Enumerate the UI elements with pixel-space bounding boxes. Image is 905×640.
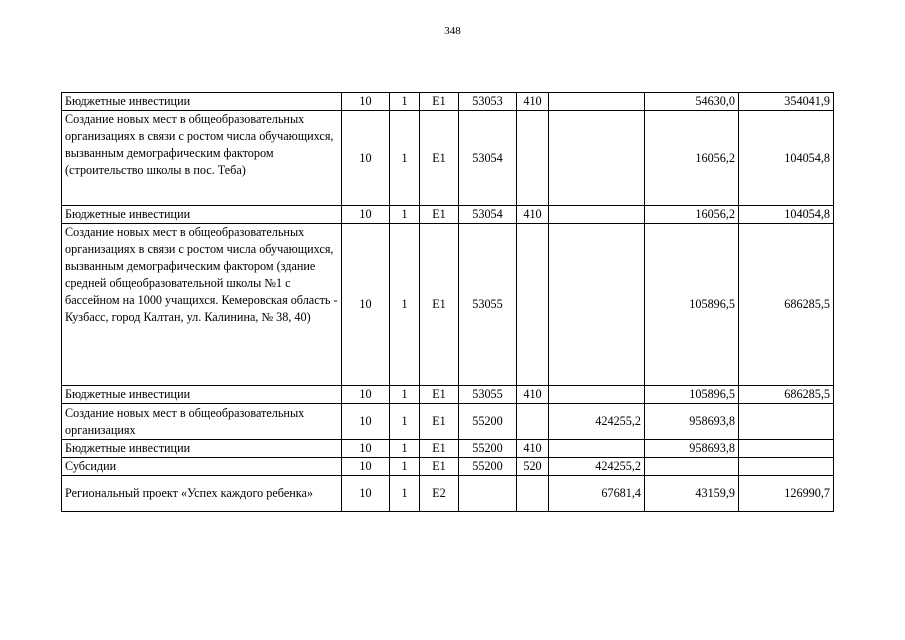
cell-expense-type [517, 476, 549, 512]
cell-section: 10 [342, 404, 390, 440]
cell-section: 10 [342, 458, 390, 476]
cell-section: 10 [342, 111, 390, 206]
cell-value-2: 16056,2 [645, 206, 739, 224]
cell-value-3: 104054,8 [739, 206, 834, 224]
table-row [62, 206, 834, 224]
cell-subsection: 1 [390, 111, 420, 206]
page-number: 348 [444, 25, 461, 37]
cell-value-2: 43159,9 [645, 476, 739, 512]
cell-value-2: 958693,8 [645, 440, 739, 458]
row-name: Создание новых мест в общеобразовательных организациях в связи с ростом числа обучающихся, вызванным демографическим фактором (строительство школы в пос. Теба) [62, 111, 342, 206]
cell-value-2: 958693,8 [645, 404, 739, 440]
cell-program: Е1 [420, 458, 459, 476]
cell-value-1: 67681,4 [549, 476, 645, 512]
table-row [62, 386, 834, 404]
table-row [62, 224, 834, 386]
cell-expense-type [517, 404, 549, 440]
cell-target-code: 53055 [459, 224, 517, 386]
cell-subsection: 1 [390, 404, 420, 440]
cell-target-code: 53053 [459, 93, 517, 111]
cell-target-code: 53055 [459, 386, 517, 404]
cell-value-1 [549, 93, 645, 111]
table-row [62, 476, 834, 512]
cell-expense-type [517, 111, 549, 206]
cell-value-3: 354041,9 [739, 93, 834, 111]
cell-subsection: 1 [390, 93, 420, 111]
table-row [62, 93, 834, 111]
cell-expense-type: 410 [517, 93, 549, 111]
cell-section: 10 [342, 206, 390, 224]
cell-program: Е1 [420, 440, 459, 458]
cell-expense-type [517, 224, 549, 386]
cell-subsection: 1 [390, 224, 420, 386]
cell-value-2: 105896,5 [645, 386, 739, 404]
row-name: Бюджетные инвестиции [62, 440, 342, 458]
cell-section: 10 [342, 440, 390, 458]
cell-target-code: 55200 [459, 440, 517, 458]
cell-target-code: 53054 [459, 111, 517, 206]
cell-expense-type: 520 [517, 458, 549, 476]
cell-value-1 [549, 386, 645, 404]
row-name: Региональный проект «Успех каждого ребенка» [62, 476, 342, 512]
row-name: Бюджетные инвестиции [62, 93, 342, 111]
cell-value-2: 54630,0 [645, 93, 739, 111]
cell-value-1 [549, 206, 645, 224]
cell-value-3 [739, 404, 834, 440]
cell-value-3 [739, 440, 834, 458]
cell-value-3: 686285,5 [739, 386, 834, 404]
table-row [62, 440, 834, 458]
cell-target-code: 55200 [459, 404, 517, 440]
cell-value-1 [549, 111, 645, 206]
cell-program: Е1 [420, 206, 459, 224]
cell-value-1 [549, 440, 645, 458]
cell-value-3: 686285,5 [739, 224, 834, 386]
cell-value-1 [549, 224, 645, 386]
cell-program: Е1 [420, 404, 459, 440]
table-row [62, 111, 834, 206]
row-name: Создание новых мест в общеобразовательных организациях [62, 404, 342, 440]
row-name: Бюджетные инвестиции [62, 206, 342, 224]
cell-value-2 [645, 458, 739, 476]
cell-target-code: 55200 [459, 458, 517, 476]
cell-value-2: 16056,2 [645, 111, 739, 206]
cell-subsection: 1 [390, 386, 420, 404]
cell-program: Е2 [420, 476, 459, 512]
cell-section: 10 [342, 224, 390, 386]
cell-section: 10 [342, 93, 390, 111]
cell-value-1: 424255,2 [549, 404, 645, 440]
cell-program: Е1 [420, 224, 459, 386]
cell-value-3 [739, 458, 834, 476]
cell-target-code: 53054 [459, 206, 517, 224]
cell-value-3: 126990,7 [739, 476, 834, 512]
cell-subsection: 1 [390, 440, 420, 458]
table-row [62, 458, 834, 476]
row-name: Создание новых мест в общеобразовательных организациях в связи с ростом числа обучающихся, вызванным демографическим фактором (здание средней общеобразовательной школы №1 с бассейном на 1000 учащихся. Кемеровская область - Кузбасс, город Калтан, ул. Калинина, № 38, 40) [62, 224, 342, 386]
cell-value-3: 104054,8 [739, 111, 834, 206]
cell-expense-type: 410 [517, 206, 549, 224]
cell-expense-type: 410 [517, 386, 549, 404]
row-name: Бюджетные инвестиции [62, 386, 342, 404]
table-row [62, 404, 834, 440]
cell-program: Е1 [420, 111, 459, 206]
cell-subsection: 1 [390, 476, 420, 512]
cell-value-2: 105896,5 [645, 224, 739, 386]
cell-expense-type: 410 [517, 440, 549, 458]
cell-section: 10 [342, 476, 390, 512]
cell-subsection: 1 [390, 458, 420, 476]
cell-program: Е1 [420, 386, 459, 404]
row-name: Субсидии [62, 458, 342, 476]
cell-target-code [459, 476, 517, 512]
cell-section: 10 [342, 386, 390, 404]
cell-value-1: 424255,2 [549, 458, 645, 476]
cell-subsection: 1 [390, 206, 420, 224]
cell-program: Е1 [420, 93, 459, 111]
budget-table [61, 92, 834, 512]
